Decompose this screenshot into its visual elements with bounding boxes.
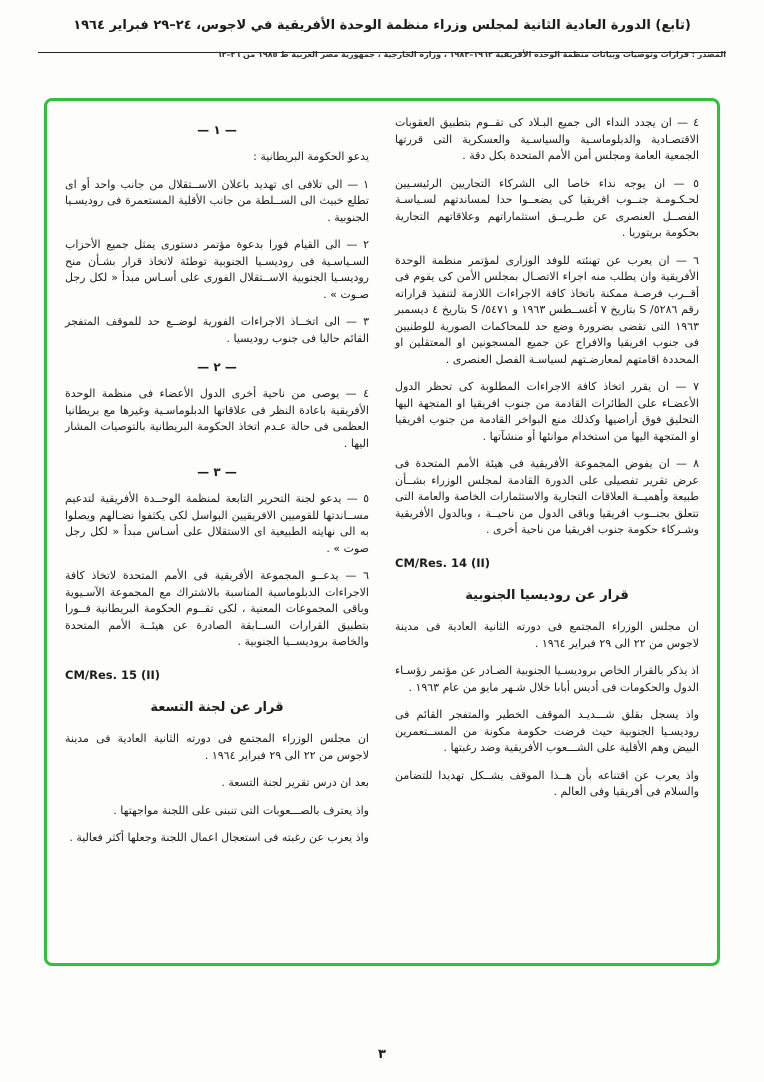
section-title: قرار عن لجنة التسعة — [150, 699, 284, 715]
resolution-reference: CM/Res. 15 (II) — [65, 667, 161, 682]
source-citation: المصدر : قرارات وتوصيات وبيانات منظمة الوحدة الأفريقية ١٩٦٣–١٩٨٣ ، وزارة الخارجية ، جمهورية مصر العربية ط ١٩٨٥ من ٢٦–٦٣ — [216, 50, 726, 59]
highlight-border-box — [44, 98, 720, 966]
paragraph: ٨ — ان يفوض المجموعة الأفريقية فى هيئة الأمم المتحدة فى عرض تقرير تفصيلى على الدورة القادمة لمجلس الوزراء بشــأن طبيعة وأهميــة العلاقات التجارية والاستثمارات الخاصة والعامة التى تتعلق بجنــوب افريقيا وباقى الدول من ناحيــة ، وبالدول الأفريقية وشـركاء حكومة جنوب افريقيا من ناحية أخرى . — [395, 457, 699, 536]
paragraph: ٤ — ان يجدد النداء الى جميع البـلاد كى تقــوم بتطبيق العقوبات الاقتصـادية والدبلوماسـية والسياسـية والعسكرية التى قررتها الجمعية العامة ومجلس أمن الأمم المتحدة بكل دقة . — [395, 116, 699, 162]
paragraph: ٦ — ان يعرب عن تهنئته للوفد الوزارى لمؤتمر منظمة الوحدة الأفريقية وان يطلب منه اجراء الاتصـال بمجلس الأمن كى يقوم فى أقــرب فرصـة ممكنة باتخاذ كافة الاجراءات اللازمة لتنفيذ قراراته رقم ٥٢٨٦/ S بتاريخ ٧ أغســطس ١٩٦٣ و ٥٤٧١/ S بتاريخ ٤ ديسمبر ١٩٦٣ التى تقضى بضرورة وضع حد للمحاكمات الصورية للوطنيين فى جنوب افريقيا والافراج عن جميع المسجونين او المعتقلين او المحددة اقامتهم لمعارضـتهم لسياسـة الفصل العنصرى . — [395, 253, 700, 366]
paragraph: يدعو الحكومة البريطانية : — [253, 150, 369, 163]
section-marker: — ٢ — — [197, 360, 237, 374]
paragraph: بعد ان درس تقرير لجنة التسعة . — [221, 776, 369, 790]
two-column-layout — [65, 115, 699, 949]
section-marker: — ١ — — [197, 123, 237, 137]
paragraph: ان مجلس الوزراء المجتمع فى دورته الثانية العادية فى مدينة لاجوس من ٢٢ الى ٢٩ فبراير ١٩٦٤ . — [65, 732, 369, 762]
paragraph: ٣ — الى اتخــاذ الاجراءات الفورية لوضــع حد للموقف المتفجر القائم حاليا فى جنوب روديسيا . — [65, 315, 369, 345]
section-marker: — ٣ — — [197, 465, 237, 479]
paragraph: واذ يعترف بالصـــعوبات التى تنبنى على اللجنة مواجهتها . — [113, 803, 369, 817]
paragraph: ٧ — ان يقرر اتخاذ كافة الاجراءات المطلوبة كى تحظر الدول الأعضـاء على الطائرات القادمة من جنوب افريقيا او المتجهة اليها التحليق فوق أراضيها وكذلك منع البواخر القادمة من جنوب افريقيا او المتجهة اليها من استخدام موانئها أو منشآتها . — [395, 380, 699, 443]
paragraph: واذ يعرب عن اقتناعه بأن هــذا الموقف يشــكل تهديدا للتضامن والسلام فى أفريقيا وفى العالم . — [395, 768, 699, 799]
paragraph: ان مجلس الوزراء المجتمع فى دورته الثانية العادية فى مدينة لاجوس من ٢٢ الى ٢٩ فبراير ١٩٦٤ . — [395, 620, 699, 650]
paragraph: واذ يعرب عن رغبته فى استعجال اعمال اللجنة وجعلها أكثر فعالية . — [69, 831, 369, 845]
paragraph: اذ يذكر بالقرار الخاص بروديسـيا الجنوبية الصـادر عن مؤتمر رؤسـاء الدول والحكومات فى أديس أبابا خلال شـهر مايو من عام ١٩٦٣ . — [395, 664, 699, 694]
column-right — [395, 115, 699, 949]
page-number: ٣ — [378, 1047, 386, 1062]
column-left — [65, 115, 369, 949]
section-title: قرار عن روديسيا الجنوبية — [465, 587, 629, 603]
paragraph: واذ يسجل بقلق شـــديـد الموقف الخطير والمتفجر القائم فى روديسـيا الجنوبية حيث فرضت حكومة مكونة من المســتعمرين البيض وهم الأقلية على الشـــعوب الأفريقية وضد رغبتها . — [395, 708, 699, 755]
paragraph: ٥ — ان يوجه نداء خاصا الى الشركاء التجاريين الرئيسـيين لحـكـومـة جنــوب افريقيا كى يضعــوا حدا لمساندتهم لسـياسـة الفصــل العنصرى عن طـريــق استثماراتهم وعلاقاتهم التجارية بحكومة بريتوريا . — [395, 176, 699, 239]
paragraph: ٢ — الى القيام فورا بدعوة مؤتمر دستورى يمثل جميع الأحزاب السـياسـية فى روديسـيا الجنوبية توطئة لاتخاذ قرار بشـأن منح روديسـيا الجنوبية الاســتقلال الفورى على أسـاس مبدأ « لكل رجل صـوت » . — [65, 238, 369, 301]
paragraph: ٥ — يدعو لجنة التحرير التابعة لمنظمة الوحــدة الأفريقية لتدعيم مســاندتها للقوميين الافريقيين البواسل لكى يكثفوا نضـالهم ويصلوا به الى نهايته الطبيعية اى الاستقلال على أسـاس مبدأ « لكل رجل صوت » . — [65, 492, 369, 555]
paragraph: ٦ — يدعــو المجموعة الأفريقية فى الأمم المتحدة لاتخاذ كافة الاجراءات الدبلوماسية المناسبة بالاشتراك مع المجموعة الآسـيوية وباقى المجموعات المعنية ، لكى تقــوم الحكومة البريطانية فــورا بتطبيق القرارات الســابقة الصادرة عن هيئــة الأمم المتحدة والخاصة بروديســيا الجنوبية . — [65, 569, 369, 648]
paragraph: ٤ — يوصى من ناحية أخرى الدول الأعضاء فى منظمة الوحدة الأفريقية باعادة النظر فى علاقاتها الدبلوماسـية وغيرها مع بريطانيا العظمى فى حالة عـدم اتخاذ الحكومة البريطانية بالتوصيات المشار اليها . — [65, 387, 369, 450]
document-title: (تابع) الدورة العادية الثانية لمجلس وزراء منظمة الوحدة الأفريقية في لاجوس، ٢٤–٢٩ فبراير ١٩٦٤ — [73, 18, 691, 33]
paragraph: ١ — الى تلافى اى تهديد باعلان الاســتقلال من جانب واحد أو اى تطلع خبيث الى الســلطة من جانب الأقلية المستعمرة فى روديسـيا الجنوبية . — [65, 177, 369, 224]
resolution-reference: CM/Res. 14 (II) — [395, 555, 491, 570]
